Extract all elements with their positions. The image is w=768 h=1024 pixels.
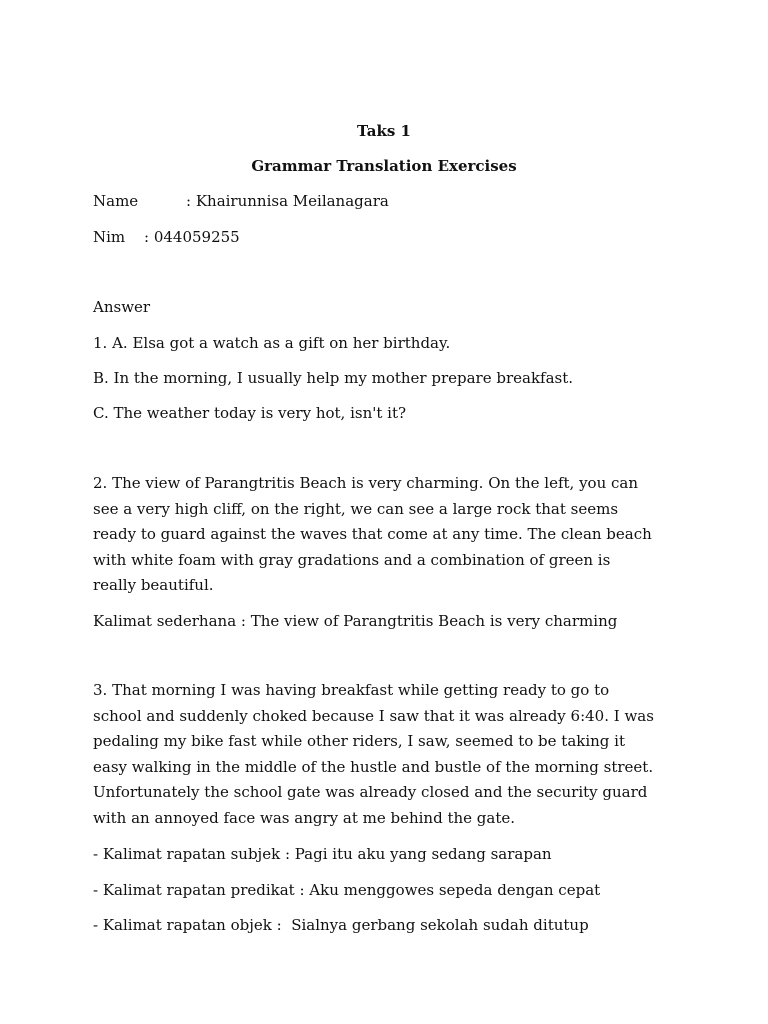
q3-paragraph [93,678,683,832]
nim-row [93,228,240,246]
document-title: Grammar Translation Exercises [251,157,517,175]
q1-answer-a: 1. A. Elsa got a watch as a gift on her birthday. [93,334,451,352]
paragraph-line: 3. That morning I was having breakfast while getting ready to go to [93,681,610,699]
q1-answer-c: C. The weather today is very hot, isn't it? [93,404,407,422]
nim-value: : 044059255 [144,228,240,246]
q3-subject-sentence: - Kalimat rapatan subjek : Pagi itu aku yang sedang sarapan [93,845,552,863]
name-label: Name [93,192,139,210]
name-value: : Khairunnisa Meilanagara [186,192,389,210]
paragraph-line: with an annoyed face was angry at me behind the gate. [93,808,516,827]
paragraph-line: easy walking in the middle of the hustle and bustle of the morning street. [93,757,654,776]
answer-heading: Answer [93,298,151,316]
nim-label: Nim [93,228,126,246]
q3-object-sentence: - Kalimat rapatan objek : Sialnya gerbang sekolah sudah ditutup [93,916,589,934]
q1-answer-b: B. In the morning, I usually help my mother prepare breakfast. [93,369,574,387]
q2-paragraph [93,471,683,599]
name-row [93,192,389,210]
paragraph-line: school and suddenly choked because I saw that it was already 6:40. I was [93,706,654,725]
task-heading: Taks 1 [357,122,411,140]
paragraph-line: really beautiful. [93,576,214,595]
q3-predicate-sentence: - Kalimat rapatan predikat : Aku menggowes sepeda dengan cepat [93,881,601,899]
paragraph-line: ready to guard against the waves that come at any time. The clean beach [93,525,652,544]
q2-simple-sentence: Kalimat sederhana : The view of Parangtritis Beach is very charming [93,612,618,630]
paragraph-line: with white foam with gray gradations and a combination of green is [93,550,611,569]
paragraph-line: pedaling my bike fast while other riders, I saw, seemed to be taking it [93,732,626,751]
paragraph-line: 2. The view of Parangtritis Beach is very charming. On the left, you can [93,474,639,492]
paragraph-line: see a very high cliff, on the right, we can see a large rock that seems [93,499,619,518]
paragraph-line: Unfortunately the school gate was already closed and the security guard [93,783,648,802]
